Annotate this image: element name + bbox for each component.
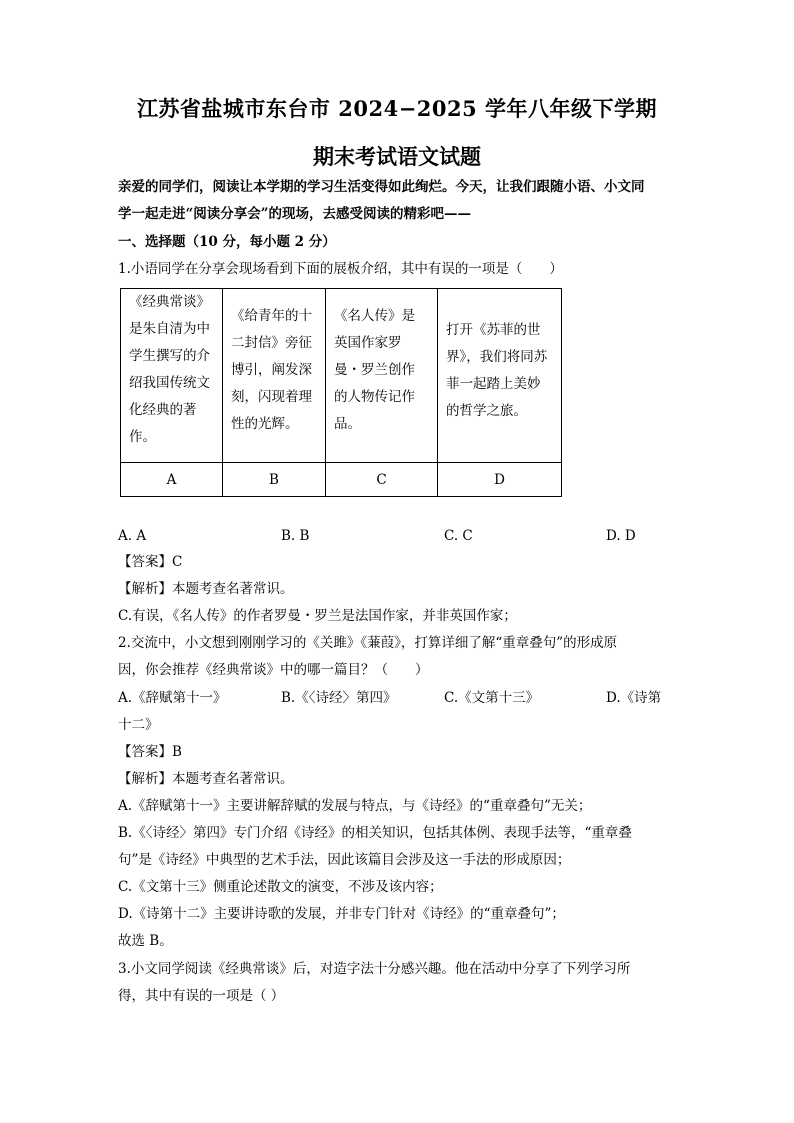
q2-analysis-line: C.《文第十三》侧重论述散文的演变，不涉及该内容；: [118, 879, 443, 895]
board-cell-b: [223, 289, 326, 463]
board-cell-d: [438, 289, 562, 463]
q2-option-a: A.《辞赋第十一》: [118, 690, 227, 706]
q2-analysis-line: A.《辞赋第十一》主要讲解辞赋的发展与特点，与《诗经》的“重章叠句”无关；: [118, 798, 592, 814]
intro-line-2: 学一起走进“阅读分享会”的现场，去感受阅读的精彩吧——: [118, 206, 472, 222]
q3-stem-line2: 得，其中有误的一项是（ ）: [118, 988, 285, 1004]
board-c-line: 《名人传》是: [334, 308, 415, 324]
board-c-line: 英国作家罗: [334, 335, 402, 351]
q1-stem: 1.小语同学在分享会现场看到下面的展板介绍，其中有误的一项是（ ）: [118, 261, 563, 277]
q2-analysis-label: 【解析】本题考查名著常识。: [118, 771, 294, 787]
board-letter-d: D: [438, 463, 562, 497]
q2-analysis-line: B.《〈诗经〉第四》专门介绍《诗经》的相关知识，包括其体例、表现手法等，“重章叠: [118, 825, 632, 841]
board-a-line: 化经典的著: [129, 402, 197, 418]
board-d-line: 的哲学之旅。: [446, 403, 527, 419]
board-cell-c: [326, 289, 438, 463]
q2-stem-line2: 因，你会推荐《经典常谈》中的哪一篇目？（ ）: [118, 662, 429, 678]
q1-analysis-label: 【解析】本题考查名著常识。: [118, 581, 294, 597]
board-d-line: 菲一起踏上美妙: [446, 376, 541, 392]
q2-analysis-line: D.《诗第十二》主要讲诗歌的发展，并非专门针对《诗经》的“重章叠句”；: [118, 906, 565, 922]
board-a-line: 《经典常谈》: [129, 294, 210, 310]
board-a-line: 作。: [129, 429, 156, 445]
board-cell-a: [121, 289, 223, 463]
q2-option-d: D.《诗第: [606, 690, 662, 706]
q1-option-b: B. B: [281, 528, 310, 544]
q2-option-d-continued: 十二》: [118, 717, 159, 733]
q1-answer: 【答案】C: [118, 554, 183, 570]
board-b-line: 博引，阐发深: [231, 362, 312, 378]
q1-option-a: A. A: [118, 528, 147, 544]
board-b-line: 二封信》旁征: [231, 335, 312, 351]
board-d-line: 界》，我们将同苏: [446, 349, 548, 365]
q2-analysis-line: 故选 B。: [118, 933, 173, 949]
exam-title-line1: 江苏省盐城市东台市 2024−2025 学年八年级下学期: [136, 96, 658, 121]
q2-analysis-line: 句”是《诗经》中典型的艺术手法，因此该篇目会涉及这一手法的形成原因；: [118, 852, 571, 868]
q2-option-b: B.《〈诗经〉第四》: [281, 690, 397, 706]
q2-option-c: C.《文第十三》: [444, 690, 540, 706]
board-a-line: 绍我国传统文: [129, 375, 210, 391]
q2-answer: 【答案】B: [118, 744, 182, 760]
board-b-line: 性的光辉。: [231, 416, 299, 432]
board-c-line: 的人物传记作: [334, 389, 415, 405]
board-b-line: 《给青年的十: [231, 308, 312, 324]
q1-option-c: C. C: [444, 528, 473, 544]
q3-stem-line1: 3.小文同学阅读《经典常谈》后，对造字法十分感兴趣。他在活动中分享了下列学习所: [118, 961, 631, 977]
q2-stem-line1: 2.交流中，小文想到刚刚学习的《关雎》《蒹葭》，打算详细了解“重章叠句”的形成原: [118, 635, 618, 651]
board-d-line: 打开《苏菲的世: [446, 322, 541, 338]
board-letter-b: B: [223, 463, 326, 497]
q1-board-table: [120, 288, 562, 497]
board-c-line: 曼・罗兰创作: [334, 362, 415, 378]
board-b-line: 刻，闪现着理: [231, 389, 312, 405]
board-a-line: 是朱自清为中: [129, 321, 210, 337]
board-a-line: 学生撰写的介: [129, 348, 210, 364]
exam-title-line2: 期末考试语文试题: [313, 144, 481, 169]
board-letter-a: A: [121, 463, 223, 497]
board-c-line: 品。: [334, 416, 361, 432]
section-heading: 一、选择题（10 分，每小题 2 分）: [118, 234, 336, 250]
board-letter-c: C: [326, 463, 438, 497]
intro-line-1: 亲爱的同学们，阅读让本学期的学习生活变得如此绚烂。今天，让我们跟随小语、小文同: [118, 179, 645, 195]
q1-analysis-line: C.有误，《名人传》的作者罗曼・罗兰是法国作家，并非英国作家；: [118, 608, 517, 624]
q1-option-d: D. D: [606, 528, 636, 544]
